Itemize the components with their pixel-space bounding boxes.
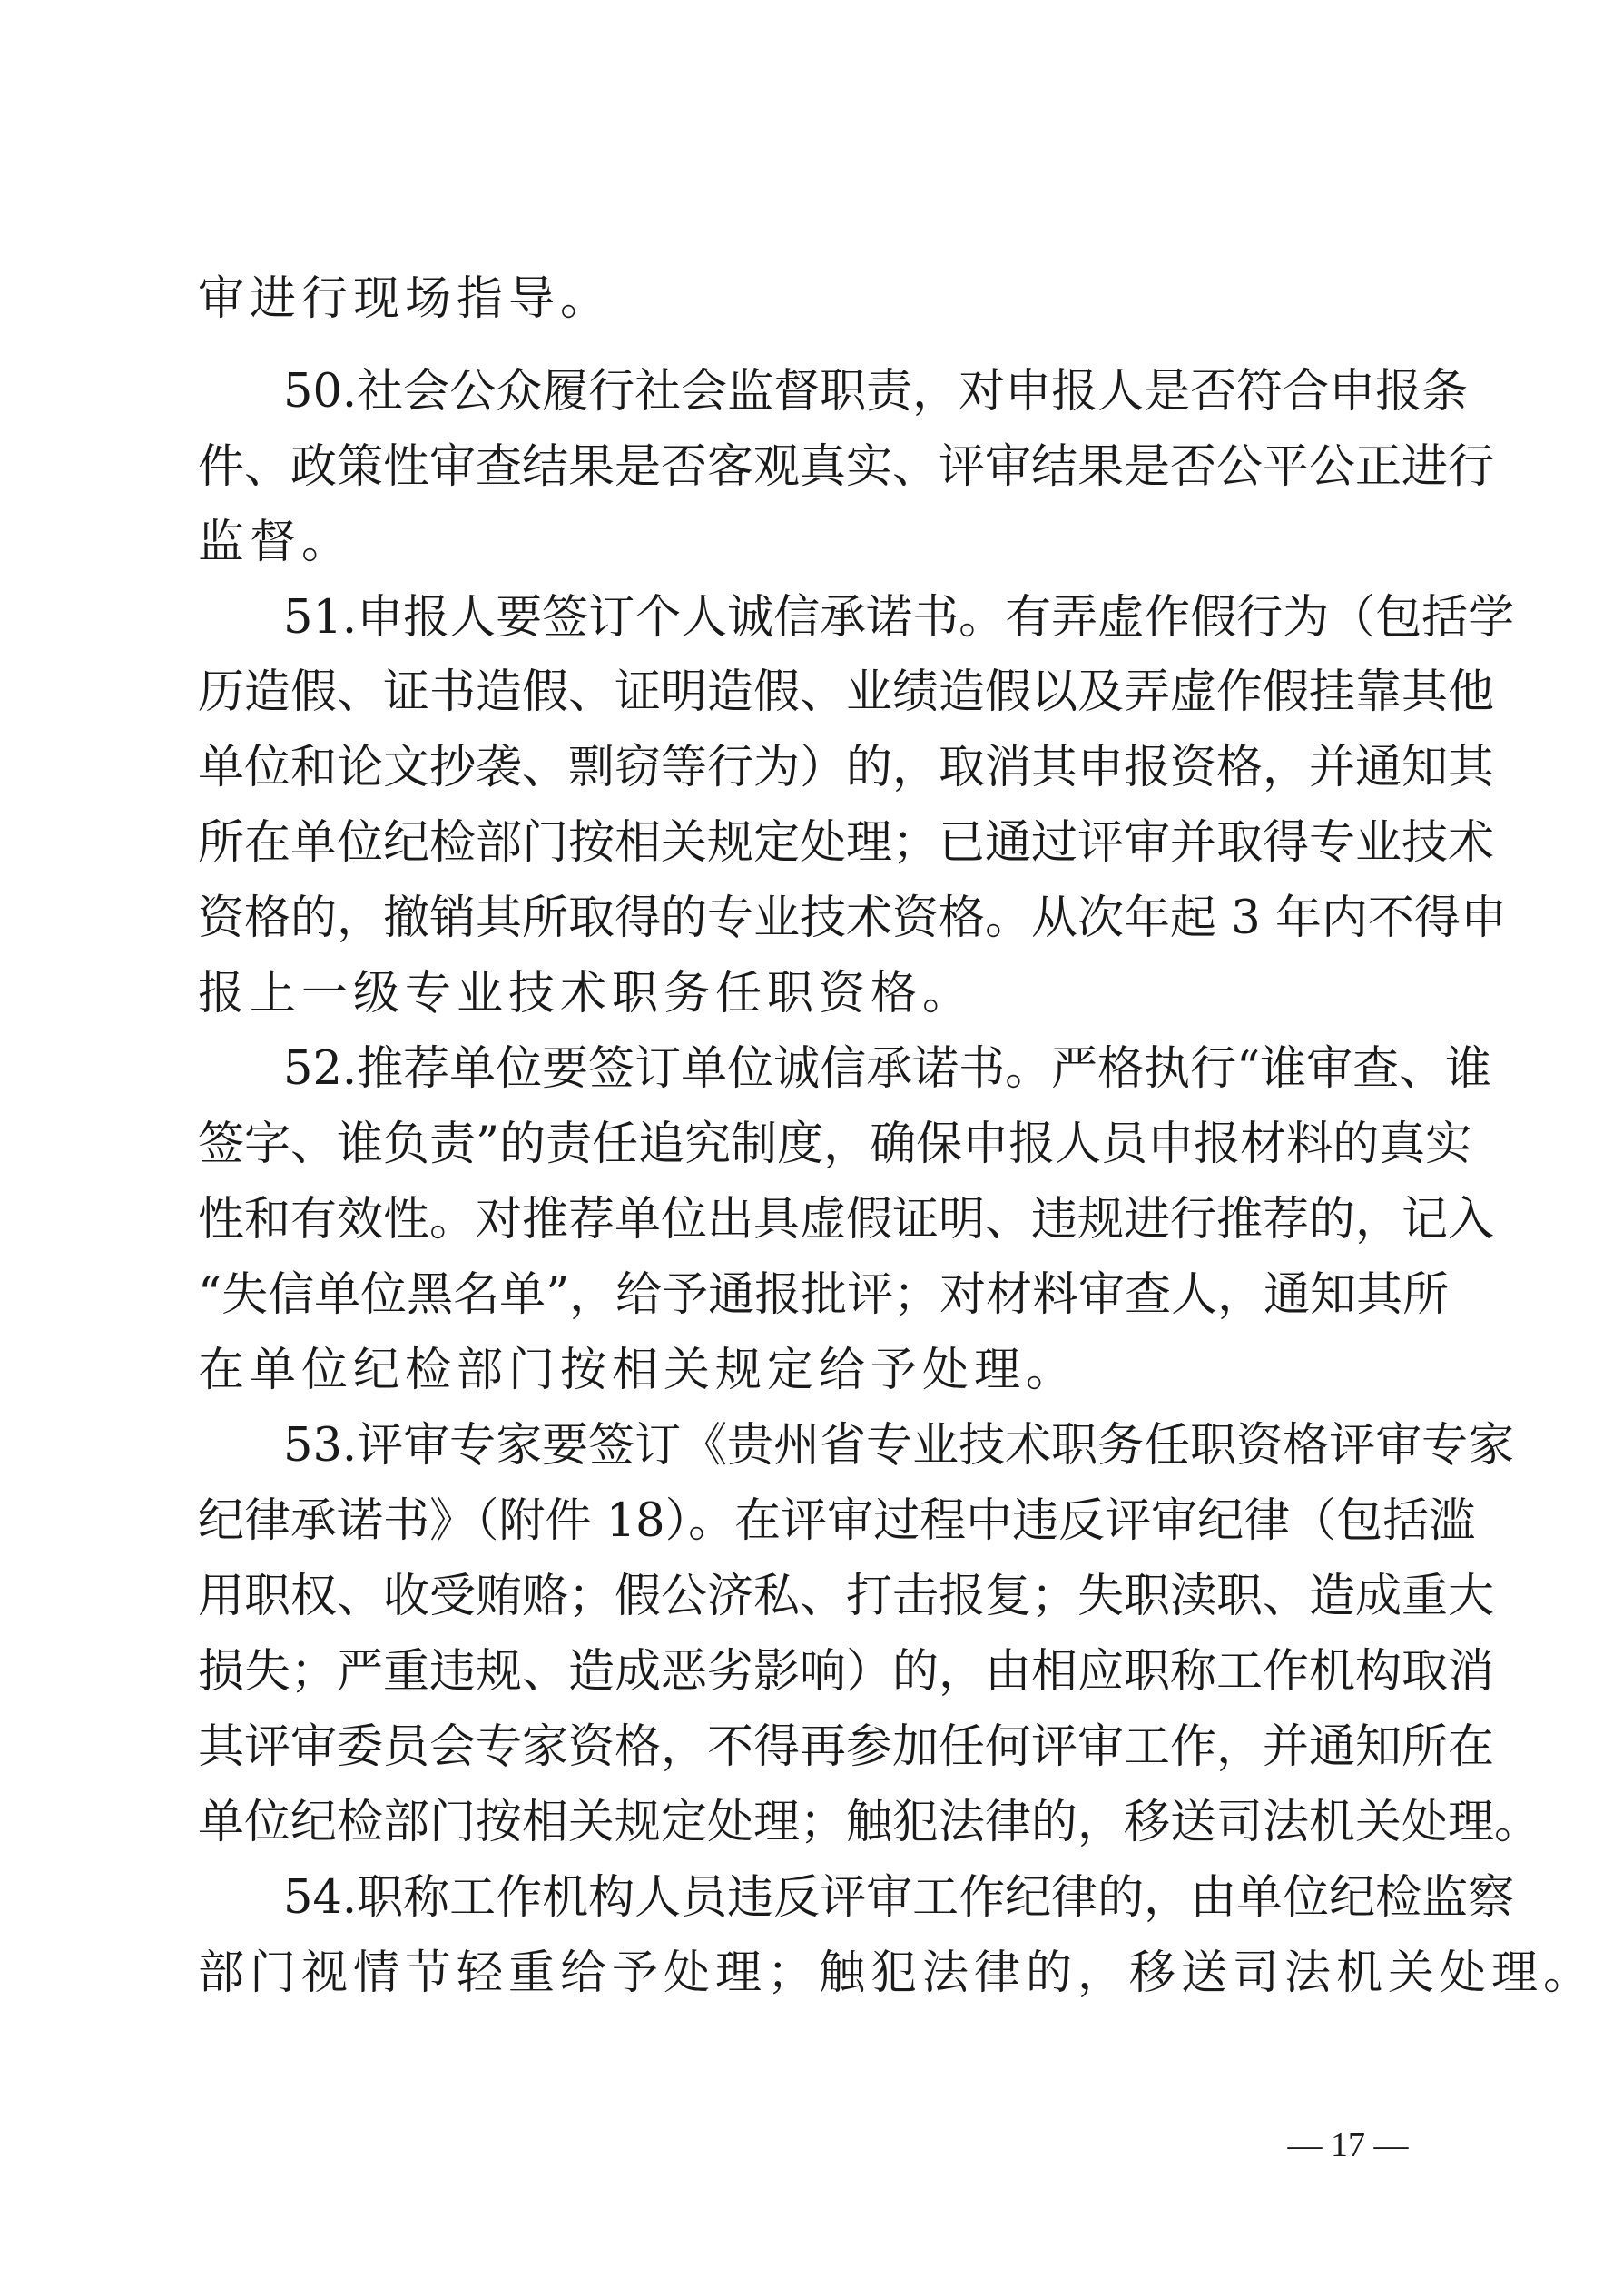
text-line: 监督。 bbox=[198, 516, 354, 569]
text-line: 报上一级专业技术职务任职资格。 bbox=[198, 967, 975, 1020]
paragraph-50-line: 50.社会公众履行社会监督职责，对申报人是否符合申报条 bbox=[283, 365, 1469, 419]
text-line: 审进行现场指导。 bbox=[198, 272, 613, 326]
text-line: 件、政策性审查结果是否客观真实、评审结果是否公平公正进行 bbox=[198, 440, 1495, 494]
text-line: 签字、谁负责”的责任追究制度，确保申报人员申报材料的真实 bbox=[198, 1118, 1472, 1171]
paragraph-54-line: 54.职称工作机构人员违反评审工作纪律的，由单位纪检监察 bbox=[283, 1871, 1515, 1925]
text-line: 损失；严重违规、造成恶劣影响）的，由相应职称工作机构取消 bbox=[198, 1645, 1495, 1699]
text-line: 单位和论文抄袭、剽窃等行为）的，取消其申报资格，并通知其 bbox=[198, 741, 1495, 794]
paragraph-53-line: 53.评审专家要签订《贵州省专业技术职务任职资格评审专家 bbox=[283, 1419, 1515, 1473]
paragraph-52-line: 52.推荐单位要签订单位诚信承诺书。严格执行“谁审查、谁 bbox=[283, 1042, 1492, 1096]
paragraph-51-line: 51.申报人要签订个人诚信承诺书。有弄虚作假行为（包括学 bbox=[283, 591, 1515, 645]
text-line: 历造假、证书造假、证明造假、业绩造假以及弄虚作假挂靠其他 bbox=[198, 665, 1495, 719]
text-line: 所在单位纪检部门按相关规定处理；已通过评审并取得专业技术 bbox=[198, 816, 1495, 870]
text-line: 其评审委员会专家资格，不得再参加任何评审工作，并通知所在 bbox=[198, 1720, 1495, 1774]
text-line: 纪律承诺书》（附件 18）。在评审过程中违反评审纪律（包括滥 bbox=[198, 1494, 1476, 1548]
text-line: 单位纪检部门按相关规定处理；触犯法律的，移送司法机关处理。 bbox=[198, 1796, 1541, 1849]
text-line: 资格的，撤销其所取得的专业技术资格。从次年起 3 年内不得申 bbox=[198, 892, 1507, 945]
text-line: 性和有效性。对推荐单位出具虚假证明、违规进行推荐的，记入 bbox=[198, 1193, 1495, 1247]
text-line: 用职权、收受贿赂；假公济私、打击报复；失职渎职、造成重大 bbox=[198, 1570, 1495, 1623]
text-line: 部门视情节轻重给予处理；触犯法律的，移送司法机关处理。 bbox=[198, 1946, 1596, 2000]
text-line: “失信单位黑名单”，给予通报批评；对材料审查人，通知其所 bbox=[198, 1268, 1450, 1322]
page-number: — 17 — bbox=[1287, 2126, 1409, 2164]
text-line: 在单位纪检部门按相关规定给予处理。 bbox=[198, 1344, 1078, 1397]
